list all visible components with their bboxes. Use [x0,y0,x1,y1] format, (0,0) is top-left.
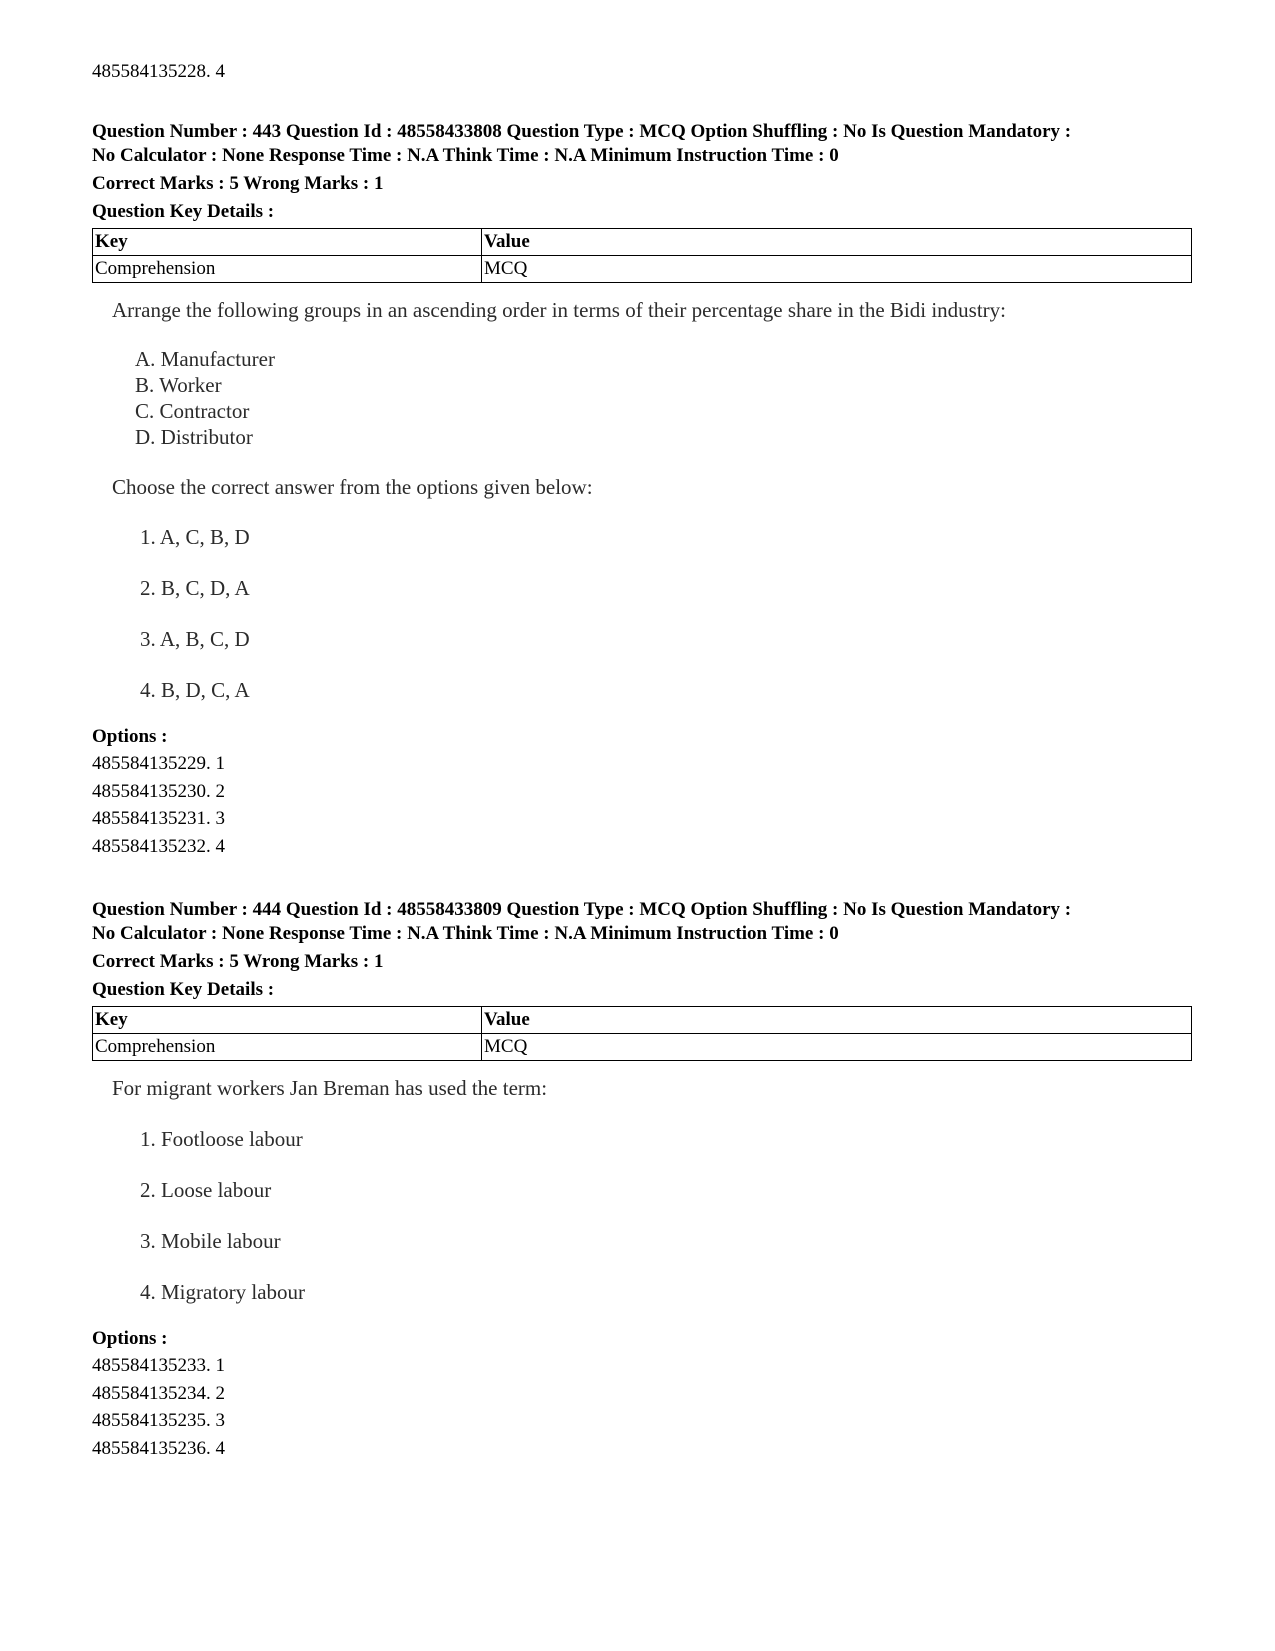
answer-choice: 4. B, D, C, A [140,678,250,702]
previous-option-line: 485584135228. 4 [92,61,225,82]
marks-line: Correct Marks : 5 Wrong Marks : 1 [92,173,384,194]
table-header-value: Value [482,1007,1192,1034]
answer-choice: 3. Mobile labour [140,1229,281,1253]
option-line: 485584135235. 3 [92,1410,225,1431]
table-row [93,1034,1192,1061]
marks-line: Correct Marks : 5 Wrong Marks : 1 [92,951,384,972]
list-item: B. Worker [135,373,222,397]
options-label: Options : [92,1328,168,1349]
key-details-label: Question Key Details : [92,201,275,222]
list-item: A. Manufacturer [135,347,275,371]
question-header-line1: Question Number : 443 Question Id : 48558433808 Question Type : MCQ Option Shuffling : No Is Question Mandatory : [92,121,1072,142]
answer-choice: 3. A, B, C, D [140,627,250,651]
list-item: C. Contractor [135,399,250,423]
question-block-444 [92,898,1192,1459]
list-item: D. Distributor [135,425,253,449]
answer-choice: 2. Loose labour [140,1178,272,1202]
option-line: 485584135232. 4 [92,836,225,857]
table-header-key: Key [93,1007,482,1034]
question-block-443 [92,120,1192,857]
option-line: 485584135231. 3 [92,808,225,829]
answer-choice: 4. Migratory labour [140,1280,306,1304]
question-stem: Arrange the following groups in an ascending order in terms of their percentage share in the Bidi industry: [112,298,1006,322]
answer-choice: 2. B, C, D, A [140,576,250,600]
table-header-value: Value [482,229,1192,256]
key-details-table [92,228,1192,283]
answer-choice: 1. Footloose labour [140,1127,303,1151]
table-cell-key: Comprehension [93,1034,482,1061]
question-instruction: Choose the correct answer from the options given below: [112,475,593,499]
table-header-row [93,229,1192,256]
table-cell-value: MCQ [482,1034,1192,1061]
key-details-table [92,1006,1192,1061]
question-header-line2: No Calculator : None Response Time : N.A Think Time : N.A Minimum Instruction Time : 0 [92,923,839,944]
table-cell-key: Comprehension [93,256,482,283]
question-stem: For migrant workers Jan Breman has used the term: [112,1076,548,1100]
option-line: 485584135230. 2 [92,781,225,802]
option-line: 485584135236. 4 [92,1438,225,1459]
option-line: 485584135234. 2 [92,1383,225,1404]
option-line: 485584135233. 1 [92,1355,225,1376]
option-line: 485584135229. 1 [92,753,225,774]
table-row [93,256,1192,283]
answer-choice: 1. A, C, B, D [140,525,250,549]
options-label: Options : [92,726,168,747]
table-cell-value: MCQ [482,256,1192,283]
table-header-row [93,1007,1192,1034]
question-header-line2: No Calculator : None Response Time : N.A Think Time : N.A Minimum Instruction Time : 0 [92,145,839,166]
table-header-key: Key [93,229,482,256]
question-header-line1: Question Number : 444 Question Id : 48558433809 Question Type : MCQ Option Shuffling : No Is Question Mandatory : [92,899,1072,920]
key-details-label: Question Key Details : [92,979,275,1000]
